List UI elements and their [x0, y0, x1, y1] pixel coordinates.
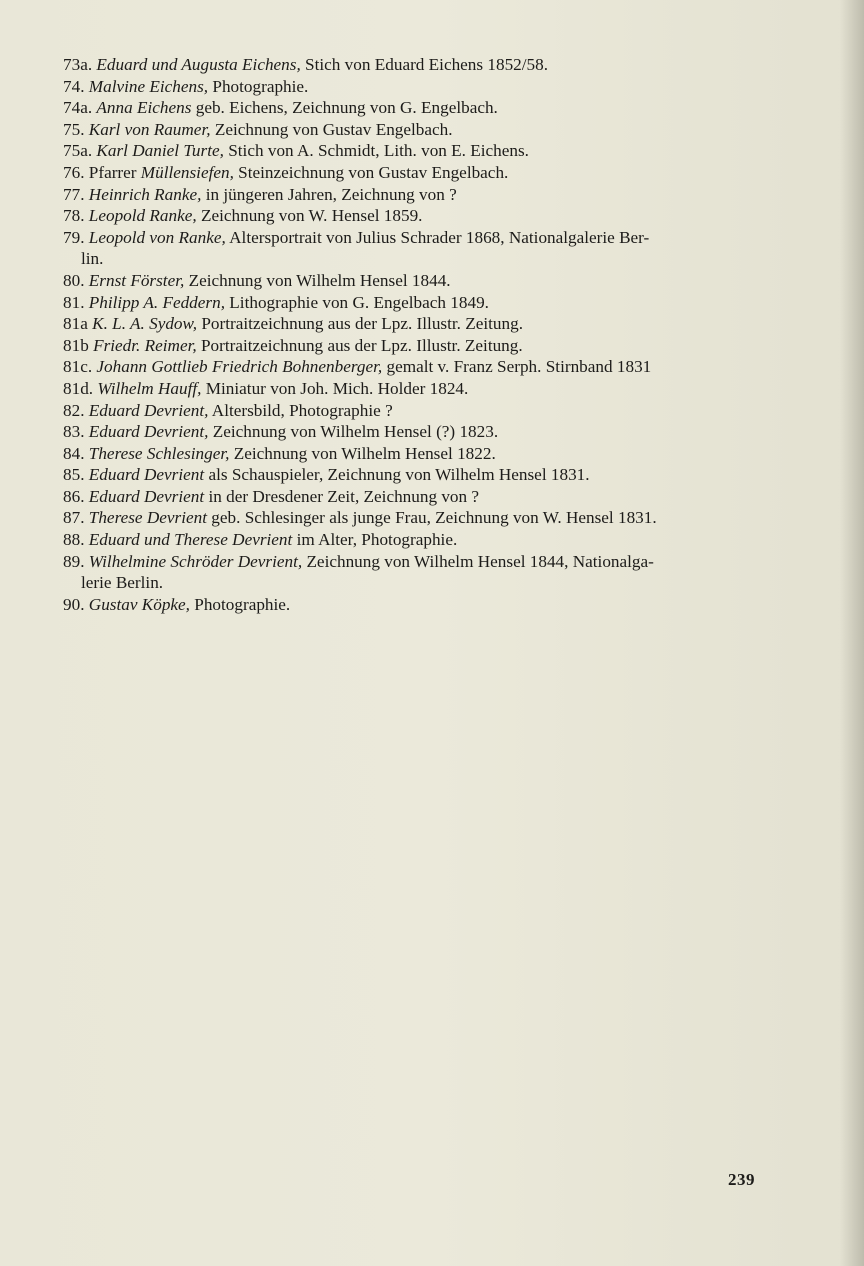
entry-number: 81a	[63, 314, 88, 334]
list-item	[63, 464, 763, 486]
entry-description: Miniatur von Joh. Mich. Holder 1824.	[201, 378, 469, 398]
entry-description: Photographie.	[208, 76, 309, 96]
list-item	[63, 205, 763, 227]
entry-prefix: Pfarrer	[88, 162, 141, 182]
entry-number: 90.	[63, 594, 85, 614]
entry-person-name: Müllensiefen,	[140, 162, 234, 182]
list-item	[63, 486, 763, 508]
entry-description: Zeichnung von Gustav Engelbach.	[210, 119, 453, 139]
list-item	[63, 529, 763, 551]
entry-description: Zeichnung von Wilhelm Hensel 1822.	[229, 443, 496, 463]
entry-number: 84.	[63, 443, 85, 463]
list-item	[63, 356, 763, 378]
entry-continuation: lin.	[81, 249, 104, 269]
entry-description: Zeichnung von Wilhelm Hensel 1844, Nationalga-	[302, 551, 654, 571]
entry-person-name: Karl von Raumer,	[88, 119, 211, 139]
entry-person-name: Eduard Devrient	[88, 486, 205, 506]
entry-person-name: Leopold Ranke,	[88, 206, 197, 226]
entry-number: 79.	[63, 227, 85, 247]
list-item	[63, 335, 763, 357]
entry-person-name: Eduard Devrient,	[88, 422, 209, 442]
entry-person-name: K. L. A. Sydow,	[92, 314, 198, 334]
entry-person-name: Johann Gottlieb Friedrich Bohnenberger,	[96, 357, 383, 377]
list-item	[63, 54, 763, 76]
list-item	[63, 400, 763, 422]
list-item	[63, 443, 763, 465]
entry-description: Lithographie von G. Engelbach 1849.	[225, 292, 489, 312]
list-item	[63, 270, 763, 292]
entry-description: geb. Eichens, Zeichnung von G. Engelbach.	[191, 98, 498, 118]
entry-person-name: Therese Schlesinger,	[88, 443, 230, 463]
entry-description: Zeichnung von Wilhelm Hensel 1844.	[184, 270, 451, 290]
entry-description: Zeichnung von Wilhelm Hensel (?) 1823.	[208, 422, 499, 442]
list-item	[63, 594, 763, 616]
entry-person-name: Heinrich Ranke,	[88, 184, 202, 204]
entry-number: 74a.	[63, 98, 93, 118]
entry-number: 75.	[63, 119, 85, 139]
list-item	[63, 76, 763, 98]
entry-description: Altersbild, Photographie ?	[208, 400, 393, 420]
entry-description: Stich von Eduard Eichens 1852/58.	[300, 55, 549, 74]
entry-description: Photographie.	[189, 594, 291, 614]
entry-person-name: Therese Devrient	[88, 508, 207, 528]
list-item	[63, 507, 763, 529]
entry-number: 85.	[63, 465, 85, 485]
entry-person-name: Karl Daniel Turte,	[96, 141, 224, 161]
entry-person-name: Malvine Eichens,	[88, 76, 209, 96]
entry-number: 86.	[63, 486, 85, 506]
entry-person-name: Leopold von Ranke,	[88, 227, 226, 247]
page-edge-shadow	[840, 0, 864, 1266]
entry-number: 80.	[63, 270, 85, 290]
list-item	[63, 97, 763, 119]
entry-person-name: Anna Eichens	[96, 98, 192, 118]
entry-description: geb. Schlesinger als junge Frau, Zeichnung von W. Hensel 1831.	[207, 508, 657, 528]
list-item	[63, 184, 763, 206]
list-item	[63, 140, 763, 162]
entry-number: 81b	[63, 335, 89, 355]
entry-person-name: Eduard Devrient	[88, 465, 205, 485]
entry-number: 77.	[63, 184, 85, 204]
entry-description: Portraitzeichnung aus der Lpz. Illustr. Zeitung.	[197, 314, 524, 334]
entry-description: in jüngeren Jahren, Zeichnung von ?	[201, 184, 457, 204]
entry-number: 73a.	[63, 55, 93, 74]
entry-description: gemalt v. Franz Serph. Stirnband 1831	[382, 357, 652, 377]
entry-number: 74.	[63, 76, 85, 96]
entry-number: 82.	[63, 400, 85, 420]
entry-person-name: Eduard Devrient,	[88, 400, 209, 420]
entry-number: 81.	[63, 292, 85, 312]
list-item	[63, 378, 763, 400]
page-number: 239	[728, 1170, 755, 1189]
entry-person-name: Gustav Köpke,	[88, 594, 190, 614]
list-item	[63, 421, 763, 443]
entry-description: Portraitzeichnung aus der Lpz. Illustr. Zeitung.	[196, 335, 523, 355]
entry-number: 81c.	[63, 357, 93, 377]
entry-person-name: Friedr. Reimer,	[93, 335, 197, 355]
entry-number: 83.	[63, 422, 85, 442]
entry-number: 81d.	[63, 378, 94, 398]
entry-continuation: lerie Berlin.	[81, 573, 164, 593]
entry-person-name: Wilhelmine Schröder Devrient,	[88, 551, 303, 571]
list-item	[63, 119, 763, 141]
entry-number: 88.	[63, 530, 85, 550]
entry-description: Altersportrait von Julius Schrader 1868, Nationalgalerie Ber-	[225, 227, 650, 247]
entry-person-name: Ernst Förster,	[88, 270, 185, 290]
list-item	[63, 551, 763, 594]
entry-number: 76.	[63, 162, 85, 182]
entry-description: als Schauspieler, Zeichnung von Wilhelm Hensel 1831.	[204, 465, 590, 485]
entry-number: 89.	[63, 551, 85, 571]
list-item	[63, 227, 763, 270]
entry-description: in der Dresdener Zeit, Zeichnung von ?	[204, 486, 480, 506]
entry-person-name: Philipp A. Feddern,	[88, 292, 225, 312]
entry-description: Zeichnung von W. Hensel 1859.	[196, 206, 423, 226]
entry-description: im Alter, Photographie.	[292, 530, 458, 550]
list-item	[63, 162, 763, 184]
entry-person-name: Eduard und Augusta Eichens,	[96, 55, 301, 74]
entry-person-name: Eduard und Therese Devrient	[88, 530, 293, 550]
entry-number: 78.	[63, 206, 85, 226]
entry-number: 87.	[63, 508, 85, 528]
list-item	[63, 313, 763, 335]
list-item	[63, 292, 763, 314]
entry-person-name: Wilhelm Hauff,	[97, 378, 202, 398]
entry-description: Stich von A. Schmidt, Lith. von E. Eichens.	[223, 141, 529, 161]
illustration-list	[63, 54, 763, 615]
entry-description: Steinzeichnung von Gustav Engelbach.	[233, 162, 509, 182]
entry-number: 75a.	[63, 141, 93, 161]
